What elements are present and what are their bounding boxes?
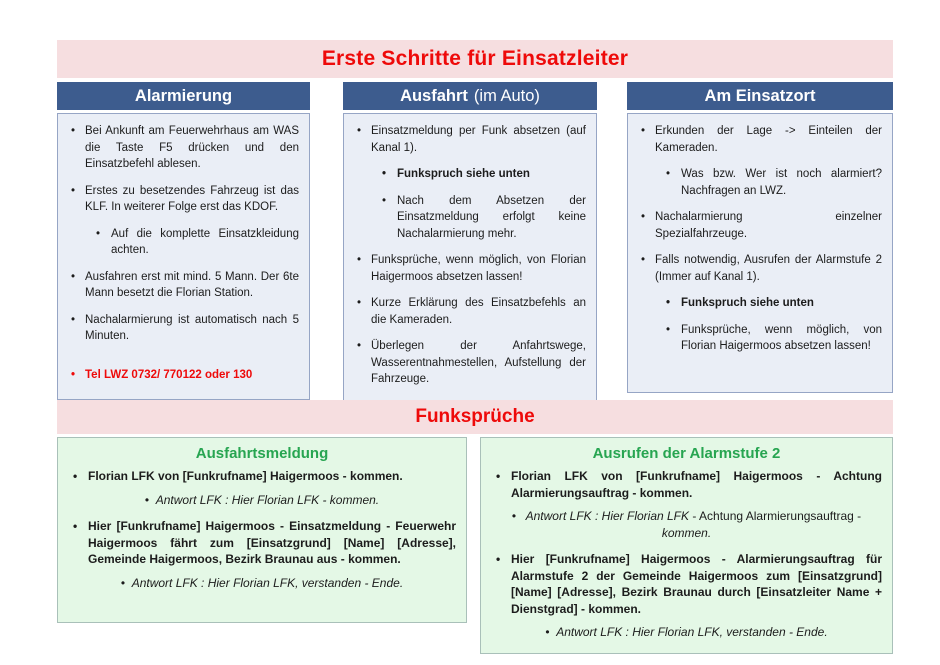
- page-title: Erste Schritte für Einsatzleiter: [321, 47, 629, 70]
- radio-message-item: • Florian LFK von [Funkrufname] Haigermoos - Achtung Alarmierungsauftrag - kommen.: [491, 468, 882, 501]
- bullet-list: [491, 468, 882, 641]
- sub-bullet-item: • Funksprüche, wenn möglich, von Florian Haigermoos absetzen lassen!: [664, 322, 882, 355]
- bullet-item: • Erstes zu besetzendes Fahrzeug ist das KLF. In weiterer Folge erst das KDOF.: [68, 183, 299, 216]
- sub-bullet-item: • Auf die komplette Einsatzkleidung achten.: [94, 226, 299, 259]
- radio-answer-item: • Antwort LFK : Hier Florian LFK - kommen.: [68, 492, 456, 509]
- bullet-item: • Erkunden der Lage -> Einteilen der Kameraden.: [638, 123, 882, 156]
- answer-segment-italic: Antwort LFK : Hier Florian LFK: [525, 509, 690, 523]
- bullet-item: • Nachalarmierung ist automatisch nach 5 Minuten.: [68, 312, 299, 345]
- column-box-am-einsatzort: [627, 113, 893, 393]
- sub-bullet-item: • Was bzw. Wer ist noch alarmiert? Nachfragen an LWZ.: [664, 166, 882, 199]
- column-header-am-einsatzort: [627, 82, 893, 110]
- bullet-item: • Ausfahren erst mit mind. 5 Mann. Der 6te Mann besetzt die Florian Station.: [68, 269, 299, 302]
- radio-answer-item: • Antwort LFK : Hier Florian LFK, verstanden - Ende.: [491, 624, 882, 641]
- bullet-item: • Kurze Erklärung des Einsatzbefehls an die Kameraden.: [354, 295, 586, 328]
- bullet-list: [344, 114, 596, 404]
- bullet-item: • Nachalarmierung einzelner Spezialfahrzeuge.: [638, 209, 882, 242]
- column-box-ausfahrt: [343, 113, 597, 405]
- funkspruch-box-title: Ausrufen der Alarmstufe 2: [592, 445, 781, 462]
- bullet-item: • Überlegen der Anfahrtswege, Wasserentnahmestellen, Aufstellung der Fahrzeuge.: [354, 338, 586, 388]
- bullet-list: [58, 114, 309, 399]
- column-header-label: Ausfahrt: [400, 86, 468, 105]
- bullet-item: • Einsatzmeldung per Funk absetzen (auf Kanal 1).: [354, 123, 586, 156]
- funkspruch-box-title: Ausfahrtsmeldung: [195, 445, 329, 462]
- answer-segment-upright: - Achtung Alarmierungsauftrag -: [692, 509, 862, 523]
- bullet-list: [628, 114, 892, 371]
- column-header-ausfahrt: [343, 82, 597, 110]
- bullet-list: [68, 468, 456, 591]
- column-header-suffix: (im Auto): [473, 86, 540, 105]
- bullet-item: • Funksprüche, wenn möglich, von Florian Haigermoos absetzen lassen!: [354, 252, 586, 285]
- main-title-banner: [57, 40, 893, 78]
- radio-answer-item: • Antwort LFK : Hier Florian LFK, verstanden - Ende.: [68, 575, 456, 592]
- sub-bullet-item: • Nach dem Absetzen der Einsatzmeldung erfolgt keine Nachalarmierung mehr.: [380, 193, 586, 243]
- column-box-alarmierung: [57, 113, 310, 400]
- sub-bullet-item: • Funkspruch siehe unten: [380, 166, 586, 183]
- funksprueche-banner: [57, 400, 893, 434]
- sub-bullet-item: • Funkspruch siehe unten: [664, 295, 882, 312]
- funkspruch-box-ausfahrtsmeldung: [57, 437, 467, 623]
- funkspruch-box-alarmstufe-2: [480, 437, 893, 654]
- radio-message-item: • Florian LFK von [Funkrufname] Haigermoos - kommen.: [68, 468, 456, 485]
- radio-message-item: • Hier [Funkrufname] Haigermoos - Alarmierungsauftrag für Alarmstufe 2 der Gemeinde Haigermoos zum [Einsatzgrund] [Name] [Adresse], Bezirk Braunau durch [Einsatzleiter Name + Dienstgrad] - kommen.: [491, 551, 882, 617]
- radio-answer-item: [491, 508, 882, 541]
- column-header-alarmierung: [57, 82, 310, 110]
- column-header-label: Alarmierung: [134, 86, 233, 105]
- radio-message-item: • Hier [Funkrufname] Haigermoos - Einsatzmeldung - Feuerwehr Haigermoos fährt zum [Einsatzgrund] [Name] [Adresse], Gemeinde Haigermoos, Bezirk Braunau aus - kommen.: [68, 518, 456, 568]
- emergency-phone-item: • Tel LWZ 0732/ 770122 oder 130: [68, 367, 299, 384]
- bullet-item: • Bei Ankunft am Feuerwehrhaus am WAS die Taste F5 drücken und den Einsatzbefehl ablesen.: [68, 123, 299, 173]
- column-header-label: Am Einsatzort: [704, 86, 816, 105]
- answer-segment-italic: kommen.: [661, 525, 712, 540]
- funksprueche-title: Funksprüche: [415, 406, 535, 427]
- bullet-item: • Falls notwendig, Ausrufen der Alarmstufe 2 (Immer auf Kanal 1).: [638, 252, 882, 285]
